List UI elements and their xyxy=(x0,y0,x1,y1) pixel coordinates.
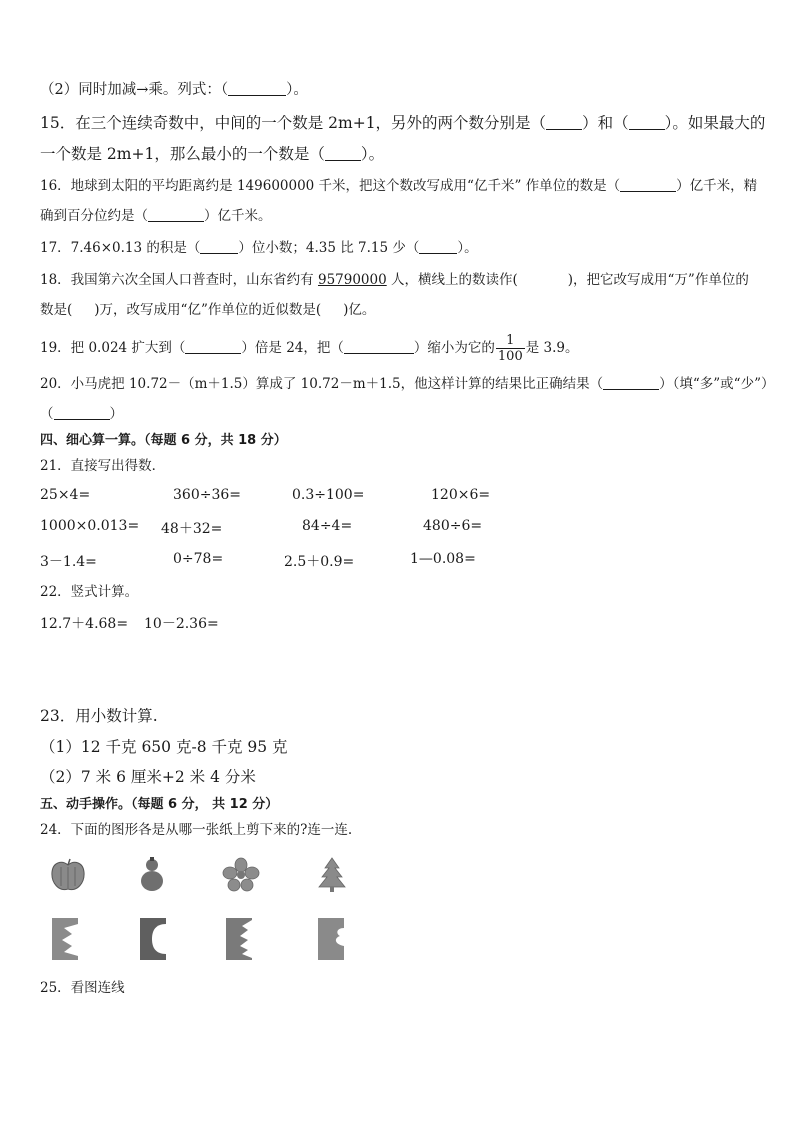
vertical-calc-item: 12.7＋4.68= xyxy=(40,616,129,632)
calc-item: 48＋32= xyxy=(161,521,223,537)
calc-item: 1—0.08= xyxy=(410,551,476,567)
folded-paper-a-icon[interactable] xyxy=(50,916,82,962)
question-23-item: （1）12 千克 650 克-8 千克 95 克 xyxy=(40,738,288,756)
calc-item: 0.3÷100= xyxy=(292,487,365,503)
answer-blank[interactable] xyxy=(54,405,110,420)
answer-blank[interactable] xyxy=(603,375,659,390)
calc-item: 84÷4= xyxy=(302,518,353,534)
question-23-item: （2）7 米 6 厘米+2 米 4 分米 xyxy=(40,768,256,786)
answer-blank[interactable] xyxy=(185,339,241,354)
question-18-line-1: 18．我国第六次全国人口普查时，山东省约有 95790000 人，横线上的数读作( )，把它改写成用“万”作单位的 xyxy=(40,272,749,288)
answer-blank[interactable] xyxy=(629,115,665,130)
calc-item: 1000×0.013= xyxy=(40,518,140,534)
folded-paper-b-icon[interactable] xyxy=(138,916,170,962)
question-16-line-2: 确到百分位约是（ ）亿千米。 xyxy=(40,208,272,224)
question-17: 17．7.46×0.13 的积是（ ）位小数；4.35 比 7.15 少（ ）。 xyxy=(40,240,478,256)
section-4-heading: 四、细心算一算。（每题 6 分，共 18 分） xyxy=(40,433,287,448)
question-24-title: 24．下面的图形各是从哪一张纸上剪下来的?连一连. xyxy=(40,822,353,838)
answer-blank[interactable] xyxy=(620,177,676,192)
question-14-part-2: （2）同时加减→乘。列式：（ ）。 xyxy=(40,82,308,98)
flower-shape-icon[interactable] xyxy=(222,857,260,893)
question-20-line-1: 20．小马虎把 10.72－（m＋1.5）算成了 10.72－m＋1.5，他这样计算的结果比正确结果（ ）（填“多”或“少”） xyxy=(40,376,775,392)
tree-shape-icon[interactable] xyxy=(316,856,348,894)
question-19: 19．把 0.024 扩大到（ ）倍是 24，把（ ）缩小为它的 $\frac{1}{100}$ 是 3.9。 xyxy=(40,333,579,364)
question-15-line-1: 15．在三个连续奇数中，中间的一个数是 2m+1，另外的两个数分别是（ ）和（ ）。如果最大的 xyxy=(40,114,766,132)
question-18-line-2: 数是( )万，改写成用“亿”作单位的近似数是( )亿。 xyxy=(40,302,376,318)
calc-item: 480÷6= xyxy=(423,518,483,534)
section-5-heading: 五、动手操作。（每题 6 分， 共 12 分） xyxy=(40,797,279,812)
question-15-line-2: 一个数是 2m+1，那么最小的一个数是（ ）。 xyxy=(40,145,385,163)
vertical-calc-item: 10－2.36= xyxy=(144,616,219,632)
answer-blank[interactable] xyxy=(200,239,238,254)
folded-paper-c-icon[interactable] xyxy=(224,916,256,962)
calc-item: 3－1.4= xyxy=(40,554,97,570)
underlined-number: 95790000 xyxy=(317,272,387,288)
calc-item: 25×4= xyxy=(40,487,91,503)
calc-item: 120×6= xyxy=(431,487,491,503)
answer-blank[interactable] xyxy=(228,81,286,96)
answer-blank[interactable] xyxy=(419,239,457,254)
answer-blank[interactable] xyxy=(546,115,582,130)
question-16-line-1: 16．地球到太阳的平均距离约是 149600000 千米，把这个数改写成用“亿千米” 作单位的数是（ ）亿千米，精 xyxy=(40,178,758,194)
calc-item: 2.5＋0.9= xyxy=(284,554,355,570)
answer-blank[interactable] xyxy=(325,146,361,161)
question-25-title: 25．看图连线 xyxy=(40,980,125,996)
calc-item: 0÷78= xyxy=(173,551,224,567)
fraction-one-hundredth: $\frac{1}{100}$ xyxy=(497,333,523,364)
question-23-title: 23．用小数计算. xyxy=(40,707,158,725)
answer-blank[interactable] xyxy=(344,339,414,354)
apple-shape-icon[interactable] xyxy=(48,858,88,894)
question-21-title: 21．直接写出得数． xyxy=(40,458,166,474)
question-20-line-2: （ ） xyxy=(40,406,123,422)
question-22-title: 22．竖式计算。 xyxy=(40,584,139,600)
folded-paper-d-icon[interactable] xyxy=(316,916,348,962)
gourd-shape-icon[interactable] xyxy=(136,856,168,894)
calc-item: 360÷36= xyxy=(173,487,241,503)
answer-blank[interactable] xyxy=(148,207,204,222)
